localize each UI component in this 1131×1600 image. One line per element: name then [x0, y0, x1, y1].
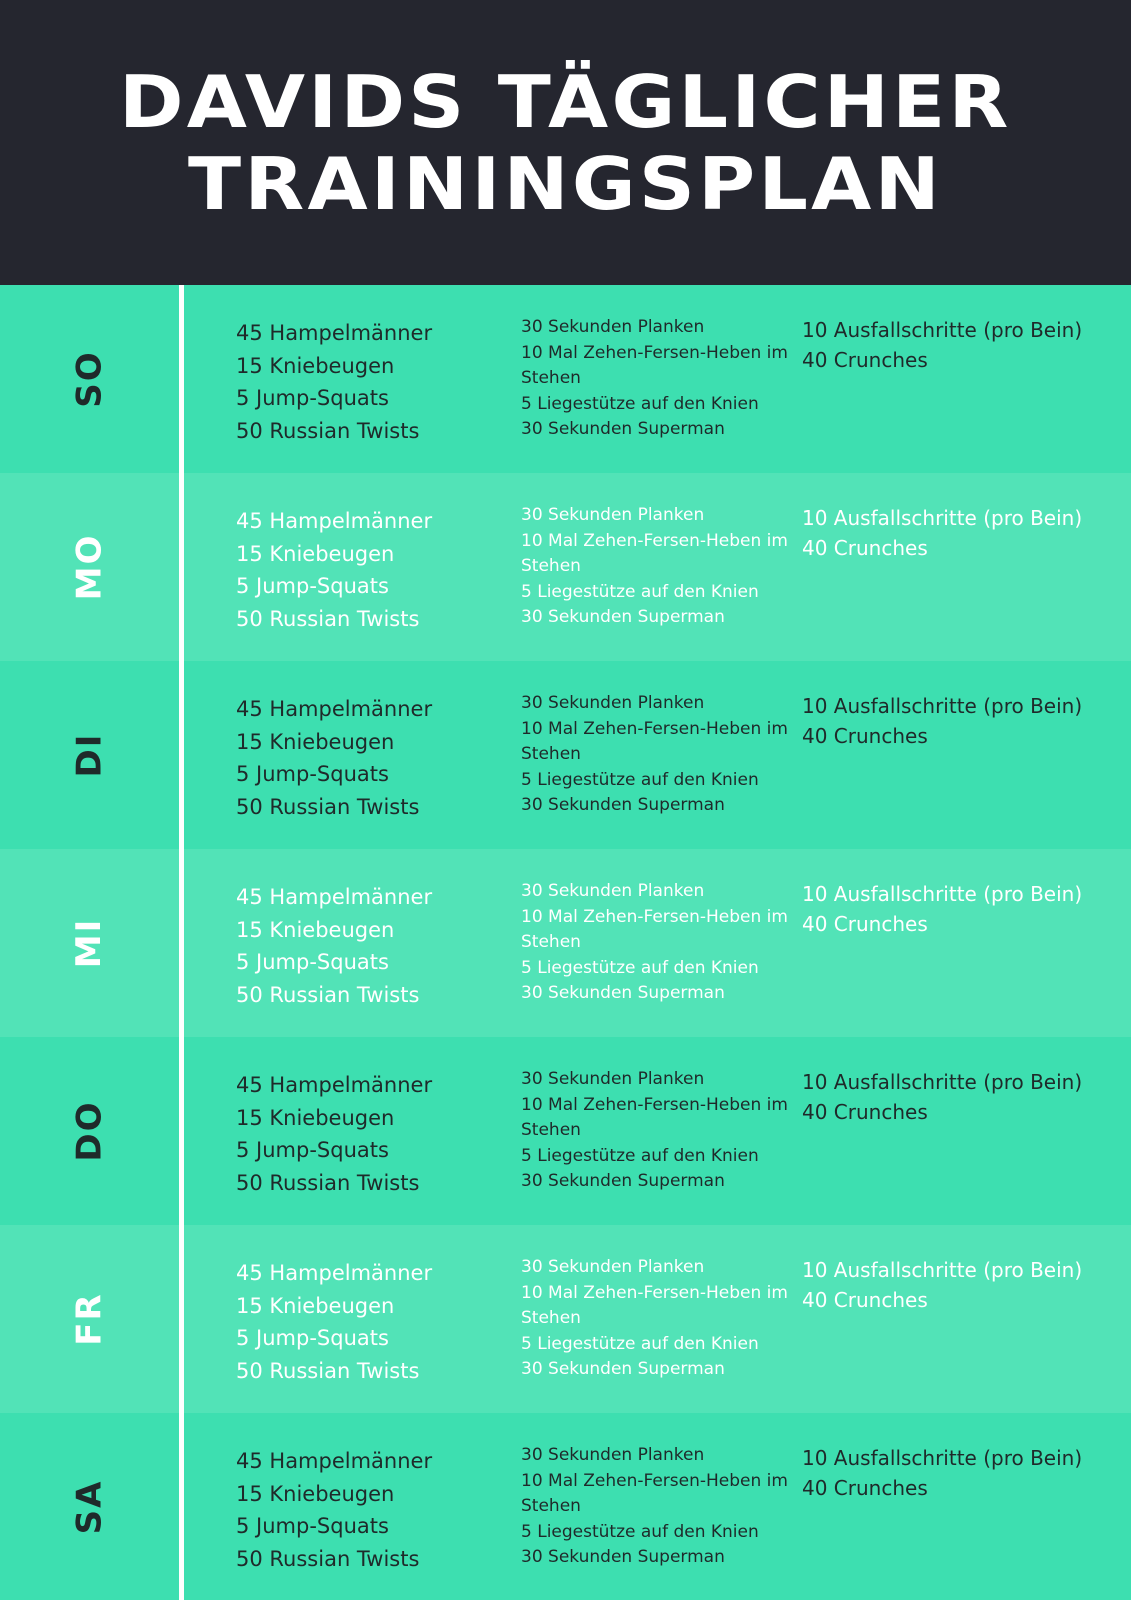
exercise-item: 15 Kniebeugen — [236, 541, 395, 566]
day-label: SO — [69, 350, 110, 408]
exercise-item: 45 Hampelmänner — [236, 1073, 433, 1097]
exercise-column-2 — [521, 315, 791, 443]
exercise-item: 50 Russian Twists — [236, 1170, 420, 1195]
day-row-so — [0, 285, 1131, 473]
page-title-line-2: TRAININGSPLAN — [188, 141, 943, 226]
day-label: DI — [69, 732, 110, 778]
exercise-item: 10 Mal Zehen-Fersen-Heben im Stehen — [521, 1470, 788, 1516]
exercise-item: 40 Crunches — [802, 724, 928, 748]
exercise-item: 30 Sekunden Planken — [521, 1445, 705, 1465]
exercise-item: 5 Jump-Squats — [236, 1138, 389, 1162]
exercise-item: 15 Kniebeugen — [236, 729, 395, 754]
exercise-column-2 — [521, 1067, 791, 1195]
exercise-item: 5 Liegestütze auf den Knien — [521, 769, 759, 790]
day-label-cell — [0, 1225, 179, 1413]
exercise-item: 10 Mal Zehen-Fersen-Heben im Stehen — [521, 906, 788, 952]
exercise-item: 10 Ausfallschritte (pro Bein) — [802, 694, 1083, 718]
day-label-cell — [0, 285, 179, 473]
exercise-item: 15 Kniebeugen — [236, 1105, 395, 1130]
exercise-column-2 — [521, 691, 791, 819]
exercise-item: 10 Ausfallschritte (pro Bein) — [802, 1446, 1083, 1470]
exercise-item: 30 Sekunden Planken — [521, 317, 705, 337]
exercise-item: 10 Ausfallschritte (pro Bein) — [802, 1258, 1083, 1282]
exercise-item: 10 Mal Zehen-Fersen-Heben im Stehen — [521, 530, 788, 576]
exercise-item: 50 Russian Twists — [236, 1358, 420, 1383]
exercise-item: 10 Ausfallschritte (pro Bein) — [802, 1070, 1083, 1094]
exercise-item: 15 Kniebeugen — [236, 1293, 395, 1318]
exercise-item: 30 Sekunden Planken — [521, 881, 705, 901]
exercise-item: 5 Liegestütze auf den Knien — [521, 1521, 759, 1542]
exercise-item: 50 Russian Twists — [236, 1546, 420, 1571]
exercise-item: 45 Hampelmänner — [236, 509, 433, 533]
exercise-item: 50 Russian Twists — [236, 982, 420, 1007]
day-label-cell — [0, 661, 179, 849]
exercise-column-1 — [236, 1445, 506, 1575]
exercise-item: 5 Jump-Squats — [236, 762, 389, 786]
exercise-column-1 — [236, 505, 506, 635]
exercise-item: 40 Crunches — [802, 912, 928, 936]
exercise-item: 10 Ausfallschritte (pro Bein) — [802, 506, 1083, 530]
exercise-item: 10 Mal Zehen-Fersen-Heben im Stehen — [521, 342, 788, 388]
exercise-item: 50 Russian Twists — [236, 418, 420, 443]
schedule-rows — [0, 285, 1131, 1600]
exercise-item: 15 Kniebeugen — [236, 353, 395, 378]
exercise-column-3 — [802, 503, 1122, 563]
exercise-item: 40 Crunches — [802, 1100, 928, 1124]
exercise-item: 45 Hampelmänner — [236, 1449, 433, 1473]
day-row-do — [0, 1037, 1131, 1225]
exercise-item: 30 Sekunden Superman — [521, 607, 725, 627]
exercise-item: 10 Mal Zehen-Fersen-Heben im Stehen — [521, 1282, 788, 1328]
exercise-item: 30 Sekunden Planken — [521, 505, 705, 525]
day-label-cell — [0, 473, 179, 661]
exercise-item: 45 Hampelmänner — [236, 697, 433, 721]
day-label: MI — [69, 917, 110, 969]
day-label: MO — [69, 533, 110, 601]
exercise-item: 40 Crunches — [802, 1288, 928, 1312]
page-title-line-1: DAVIDS TÄGLICHER — [119, 59, 1012, 144]
exercise-item: 15 Kniebeugen — [236, 917, 395, 942]
exercise-item: 5 Jump-Squats — [236, 574, 389, 598]
exercise-item: 30 Sekunden Superman — [521, 419, 725, 439]
exercise-column-3 — [802, 691, 1122, 751]
header — [0, 0, 1131, 285]
exercise-column-3 — [802, 879, 1122, 939]
exercise-item: 5 Jump-Squats — [236, 386, 389, 410]
exercise-item: 5 Jump-Squats — [236, 1514, 389, 1538]
exercise-item: 10 Mal Zehen-Fersen-Heben im Stehen — [521, 1094, 788, 1140]
exercise-item: 50 Russian Twists — [236, 794, 420, 819]
exercise-item: 5 Liegestütze auf den Knien — [521, 1333, 759, 1354]
day-label: FR — [69, 1292, 110, 1346]
vertical-divider — [179, 285, 184, 1600]
exercise-item: 30 Sekunden Planken — [521, 1069, 705, 1089]
exercise-item: 5 Jump-Squats — [236, 1326, 389, 1350]
day-row-mi — [0, 849, 1131, 1037]
exercise-item: 30 Sekunden Planken — [521, 693, 705, 713]
exercise-column-1 — [236, 881, 506, 1011]
exercise-column-1 — [236, 1257, 506, 1387]
exercise-item: 30 Sekunden Planken — [521, 1257, 705, 1277]
day-label-cell — [0, 1037, 179, 1225]
exercise-item: 30 Sekunden Superman — [521, 795, 725, 815]
exercise-column-1 — [236, 1069, 506, 1199]
exercise-column-1 — [236, 693, 506, 823]
exercise-item: 30 Sekunden Superman — [521, 1547, 725, 1567]
exercise-item: 5 Liegestütze auf den Knien — [521, 1145, 759, 1166]
exercise-column-3 — [802, 315, 1122, 375]
exercise-item: 45 Hampelmänner — [236, 321, 433, 345]
exercise-item: 45 Hampelmänner — [236, 1261, 433, 1285]
exercise-item: 30 Sekunden Superman — [521, 983, 725, 1003]
exercise-item: 10 Ausfallschritte (pro Bein) — [802, 318, 1083, 342]
exercise-column-1 — [236, 317, 506, 447]
exercise-item: 30 Sekunden Superman — [521, 1359, 725, 1379]
exercise-item: 5 Jump-Squats — [236, 950, 389, 974]
exercise-column-3 — [802, 1443, 1122, 1503]
exercise-column-3 — [802, 1255, 1122, 1315]
exercise-item: 40 Crunches — [802, 536, 928, 560]
exercise-item: 50 Russian Twists — [236, 606, 420, 631]
exercise-item: 30 Sekunden Superman — [521, 1171, 725, 1191]
day-row-mo — [0, 473, 1131, 661]
exercise-item: 10 Ausfallschritte (pro Bein) — [802, 882, 1083, 906]
exercise-item: 45 Hampelmänner — [236, 885, 433, 909]
day-label: SA — [69, 1479, 110, 1534]
exercise-item: 5 Liegestütze auf den Knien — [521, 393, 759, 414]
day-row-sa — [0, 1413, 1131, 1600]
exercise-column-2 — [521, 1255, 791, 1383]
exercise-item: 5 Liegestütze auf den Knien — [521, 581, 759, 602]
exercise-item: 15 Kniebeugen — [236, 1481, 395, 1506]
day-label-cell — [0, 849, 179, 1037]
day-label: DO — [69, 1100, 110, 1162]
day-label-cell — [0, 1413, 179, 1600]
exercise-column-2 — [521, 503, 791, 631]
exercise-item: 40 Crunches — [802, 348, 928, 372]
exercise-column-3 — [802, 1067, 1122, 1127]
exercise-column-2 — [521, 879, 791, 1007]
exercise-item: 5 Liegestütze auf den Knien — [521, 957, 759, 978]
day-row-fr — [0, 1225, 1131, 1413]
exercise-item: 40 Crunches — [802, 1476, 928, 1500]
exercise-column-2 — [521, 1443, 791, 1571]
day-row-di — [0, 661, 1131, 849]
exercise-item: 10 Mal Zehen-Fersen-Heben im Stehen — [521, 718, 788, 764]
